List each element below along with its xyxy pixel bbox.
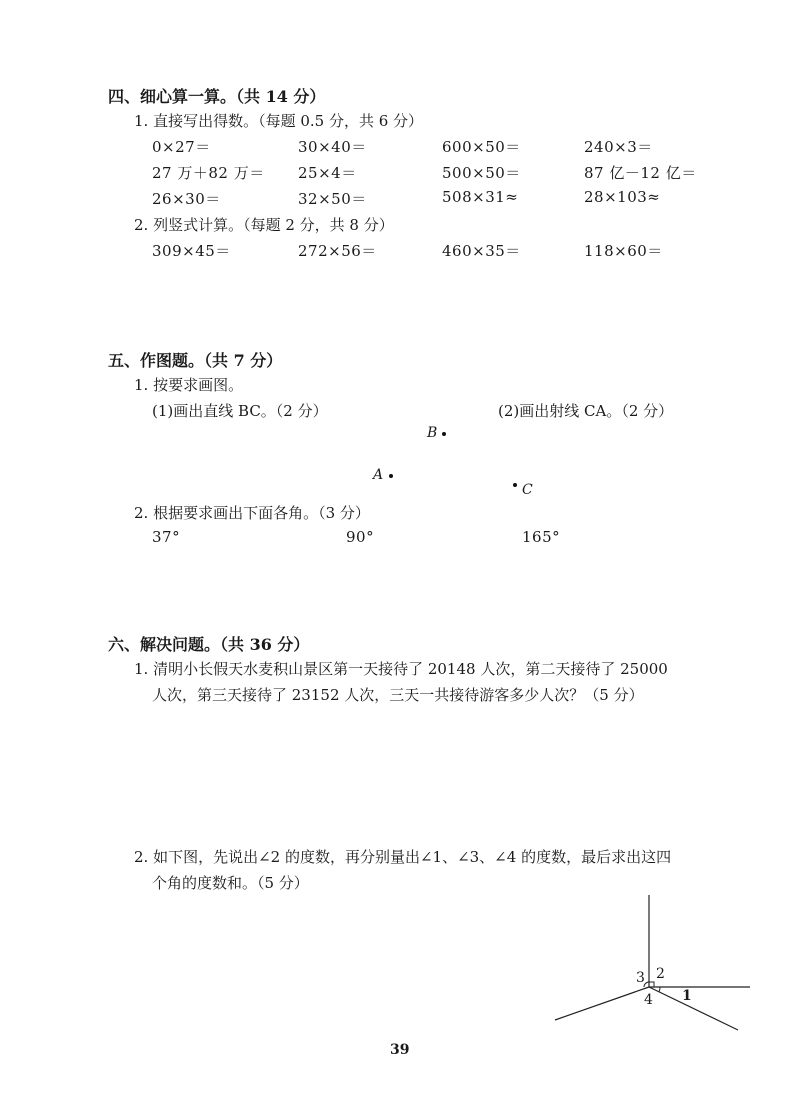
calc-item: 87 亿－12 亿＝ [584,164,697,182]
section-4-q2: 2. 列竖式计算。（每题 2 分，共 8 分） [134,216,394,234]
left-lower-ray [555,987,649,1020]
vertical-calc-item: 460×35＝ [442,242,521,260]
calc-item: 27 万＋82 万＝ [152,164,265,182]
calc-item: 26×30＝ [152,190,221,208]
calc-item: 0×27＝ [152,138,211,156]
section-5-q1: 1. 按要求画图。 [134,376,244,394]
section-6-q1-line2: 人次，第三天接待了 23152 人次，三天一共接待游客多少人次？（5 分） [152,686,644,704]
angle-90: 90° [346,528,375,546]
angle-label-2: 2 [656,966,665,982]
section-6-q2-line2: 个角的度数和。（5 分） [152,874,309,892]
vertical-calc-item: 272×56＝ [298,242,377,260]
page-number: 39 [390,1042,410,1058]
calc-item: 30×40＝ [298,138,367,156]
angle-label-4: 4 [644,992,653,1008]
vertical-calc-item: 309×45＝ [152,242,231,260]
calc-item: 25×4＝ [298,164,357,182]
right-lower-ray [649,987,738,1030]
calc-item: 28×103≈ [584,188,661,206]
angle-label-1: 1 [682,988,692,1004]
right-angle-mark [649,982,654,987]
angle-37: 37° [152,528,181,546]
section-4-title: 四、细心算一算。（共 14 分） [108,87,326,106]
section-6-q2-line1: 2. 如下图，先说出∠2 的度数，再分别量出∠1、∠3、∠4 的度数，最后求出这四 [134,848,672,866]
calc-item: 600×50＝ [442,138,521,156]
point-c-label: C [522,482,533,498]
section-5-q1a: (1)画出直线 BC。（2 分） [152,402,328,420]
point-b-label: B [427,425,438,441]
vertical-calc-item: 118×60＝ [584,242,663,260]
section-4-q1: 1. 直接写出得数。（每题 0.5 分，共 6 分） [134,112,424,130]
section-6-q1-line1: 1. 清明小长假天水麦积山景区第一天接待了 20148 人次，第二天接待了 25000 [134,660,668,678]
section-5-q1b: (2)画出射线 CA。（2 分） [498,402,674,420]
angle-165: 165° [522,528,561,546]
section-5-title: 五、作图题。（共 7 分） [108,351,283,370]
calc-item: 508×31≈ [442,188,519,206]
point-a-label: A [373,467,384,483]
calc-item: 32×50＝ [298,190,367,208]
calc-item: 240×3＝ [584,138,653,156]
calc-item: 500×50＝ [442,164,521,182]
angle-label-3: 3 [636,970,645,986]
section-5-q2: 2. 根据要求画出下面各角。（3 分） [134,504,370,522]
angle-1-arc [659,987,660,992]
section-6-title: 六、解决问题。（共 36 分） [108,635,310,654]
